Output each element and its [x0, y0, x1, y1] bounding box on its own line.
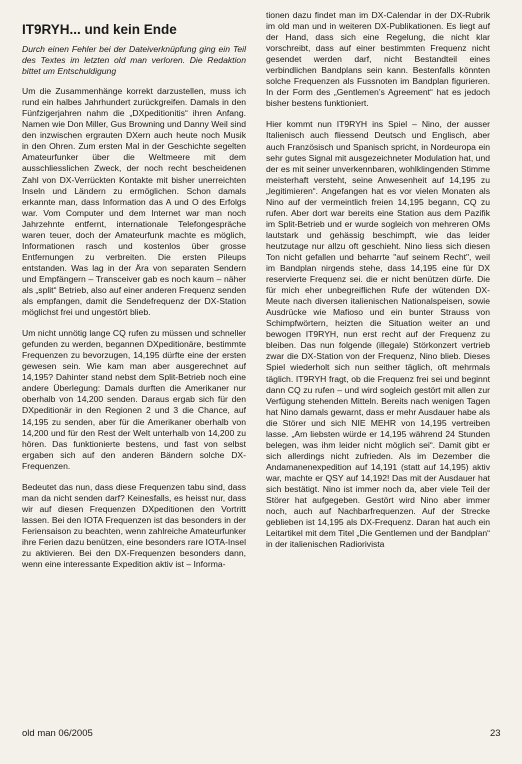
article-title: IT9RYH... und kein Ende	[22, 22, 177, 37]
footer-magazine-issue: old man 06/2005	[22, 728, 93, 739]
left-column	[22, 22, 246, 580]
article-lede: Durch einen Fehler bei der Dateiverknüpfung ging ein Teil des Textes im letzten old man verloren. Die Redaktion bittet um Entschuldigung	[22, 44, 246, 77]
body-paragraph: Hier kommt nun IT9RYH ins Spiel – Nino, der ausser Italienisch auch fliessend Deutsch und Englisch, aber auch Französisch und Spanisch spricht, in Nordeuropa ein sehr gutes Signal mit ausgezeichneter Modulation hat, und der es mit seiner unverkennbaren, wohlklingenden Stimme meisterhaft versteht, seine Anwesenheit auf 14,195 zu „legitimieren“. Angefangen hat es vor vielen Monaten als Nino auf der vermeintlich freien 14,195 begann, CQ zu rufen. Aber dort war bereits eine Station aus dem Pazifik im Split-Betrieb und er wurde sogleich von mehreren OMs lautstark und gehässig beschimpft, wie das leider heutzutage nur allzu oft geschieht. Nino liess sich diesen Ton nicht gefallen und beharrte "auf seinem Recht", weil im Bandplan nirgends stehe, dass 14,195 eine für DX reservierte Frequenz sei. die er nicht benützen dürfe. Die für mich eher unbegreiflichen Rufe der wütenden DX-Meute nach diversen italienischen Nationalspeisen, sowie Ausdrücke wie Mafioso und ein bunter Strauss von Schimpfwörtern, heizten die Situation weiter an und bewogen IT9RYH, nun erst recht auf der Frequenz zu bleiben. Das nun folgende (illegale) Störkonzert vertrieb zwar die DX-Station von der Frequenz, Nino blieb. Dieses Spiel wiederholt sich nun seither täglich, oft mehrmals täglich. IT9RYH fragt, ob die Frequenz frei sei und beginnt dann CQ zu rufen – und wird sogleich gestört mit allen zur Verfügung stehenden Mitteln. Bereits nach wenigen Tagen hat Nino damals gewarnt, dass er mehr Ausdauer habe als die Störer und sich NIE MEHR von 14,195 vertreiben lasse. „Am liebsten würde er 14,195 während 24 Stunden belegen, was ihm leider nicht möglich sei“. Damit gibt er sich allerdings nicht zufrieden. Als im Dezember die Andamanenexpedition auf 14,191 (statt auf 14,195) aktiv war, machte er QSY auf 14,192! Das mit der Ausdauer hat sich bestätigt. Nino ist immer noch da, aber viele Teil der Störer hat aufgegeben. Gestört wird Nino aber immer noch, auch auf Nachbarfrequenzen. Auf der Strecke geblieben ist 14,195 als DX-Frequenz. Daran hat auch ein Leitartikel mit dem Titel „Die Gentlemen und der Bandplan“ in der italienischen Radiorivista	[266, 119, 490, 550]
right-column	[266, 10, 490, 560]
footer-page-number: 23	[490, 728, 501, 739]
body-paragraph: Um nicht unnötig lange CQ rufen zu müssen und schneller gefunden zu werden, begannen DXpeditionäre, bestimmte Frequenzen zu bevorzugen, 14,195 dürfte eine der ersten gewesen sein. Wie kam man aber ausgerechnet auf 14,195? Dahinter stand nebst dem Split-Betrieb noch eine andere Überlegung: Damals durften die Amerikaner nur oberhalb von 14,200 senden. Daraus ergab sich für den DXpeditionär in den Regionen 2 und 3 die Chance, auf 14,195 zu senden, aber für die Amerikaner oberhalb von 14,200 und für den Rest der Welt unterhalb von 14,200 zu hören. Das funktionierte bestens, und fast von selbst ergaben sich auf den anderen Bändern solche DX-Frequenzen.	[22, 328, 246, 471]
body-paragraph: Bedeutet das nun, dass diese Frequenzen tabu sind, dass man da nicht senden darf? Keinesfalls, es heisst nur, dass wir auf diesen Frequenzen DXpeditionen den Vortritt lassen. Bei den IOTA Frequenzen ist das besonders in der Feriensaison zu beachten, wenn zahlreiche Amateurfunker ihre Ferien dazu benützen, eine besonders rare IOTA-Insel zu aktivieren. Bei den DX-Frequenzen besonders dann, wenn eine interessante Expedition aktiv ist – Informa-	[22, 481, 246, 570]
body-paragraph: Um die Zusammenhänge korrekt darzustellen, muss ich rund ein halbes Jahrhundert zurückgreifen. Damals in den Fünfzigerjahren nahm die „DXpeditionitis“ ihren Anfang. Namen wie Don Miller, Gus Browning und Danny Weil sind den inzwischen ergrauten DXern auch heute noch Musik in den Ohren. Zum ersten Mal in der Geschichte segelten Amateurfunker über die Weltmeere mit dem ausschliesslichen Zweck, der noch recht bescheidenen Zahl von DX-Verrückten Kontakte mit bisher unerreichten Inseln und Ländern zu ermöglichen. Schon damals erkannte man, dass Information das A und O des Erfolgs war. Vom Computer und dem Internet war man noch Jahrzehnte entfernt, internationale Telefongespräche waren teuer, doch der Amateurfunk machte es möglich, Informationen rasch und kostenlos über grosse Entfernungen zu verbreiten. Die ersten Pileups entstanden. Was lag in der Ära von separaten Sendern und Empfängern – Transceiver gab es noch kaum – näher als „split“ Betrieb, also auf einer anderen Frequenz senden als empfangen, damit die Sendefrequenz der DX-Station möglichst frei und ungestört blieb.	[22, 86, 246, 318]
body-paragraph: tionen dazu findet man im DX-Calendar in der DX-Rubrik im old man und in weiteren DX-Publikationen. Es liegt auf der Hand, dass sich eine Regelung, die nicht klar vorschreibt, dass auf einer bestimmten Frequenz nicht gesendet werden darf, nicht Bestandteil eines verbindlichen Bandplans sein kann. Bestenfalls könnten solche Frequenzen als Fussnoten im Bandplan figurieren. In der Form des „Gentlemen’s Agreement“ hat es jedoch bisher bestens funktioniert.	[266, 10, 490, 109]
